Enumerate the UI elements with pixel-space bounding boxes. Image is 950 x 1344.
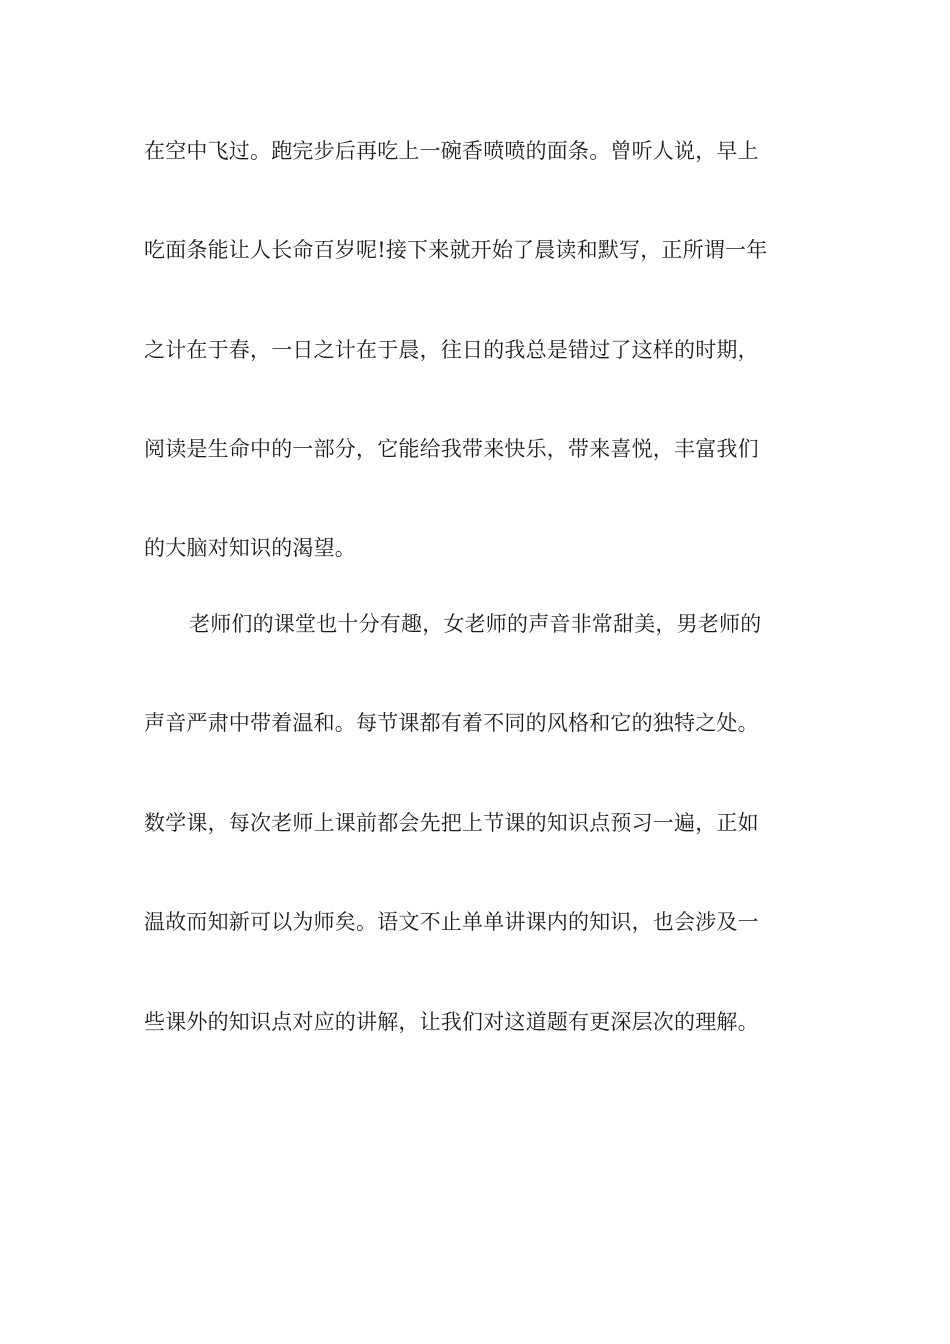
text-line: 些课外的知识点对应的讲解，让我们对这道题有更深层次的理解。 <box>144 1010 759 1034</box>
text-line: 的大脑对知识的渴望。 <box>144 536 356 560</box>
text-line: 温故而知新可以为师矣。语文不止单单讲课内的知识，也会涉及一 <box>144 910 759 934</box>
text-line: 阅读是生命中的一部分，它能给我带来快乐，带来喜悦，丰富我们 <box>144 437 759 461</box>
text-line: 之计在于春，一日之计在于晨，往日的我总是错过了这样的时期， <box>144 338 759 362</box>
text-line: 声音严肃中带着温和。每节课都有着不同的风格和它的独特之处。 <box>144 711 759 735</box>
paragraph-first-line: 老师们的课堂也十分有趣，女老师的声音非常甜美，男老师的 <box>189 612 762 636</box>
text-line: 在空中飞过。跑完步后再吃上一碗香喷喷的面条。曾听人说，早上 <box>144 139 759 163</box>
text-line: 数学课，每次老师上课前都会先把上节课的知识点预习一遍，正如 <box>144 811 759 835</box>
text-line: 吃面条能让人长命百岁呢!接下来就开始了晨读和默写，正所谓一年 <box>144 238 768 262</box>
